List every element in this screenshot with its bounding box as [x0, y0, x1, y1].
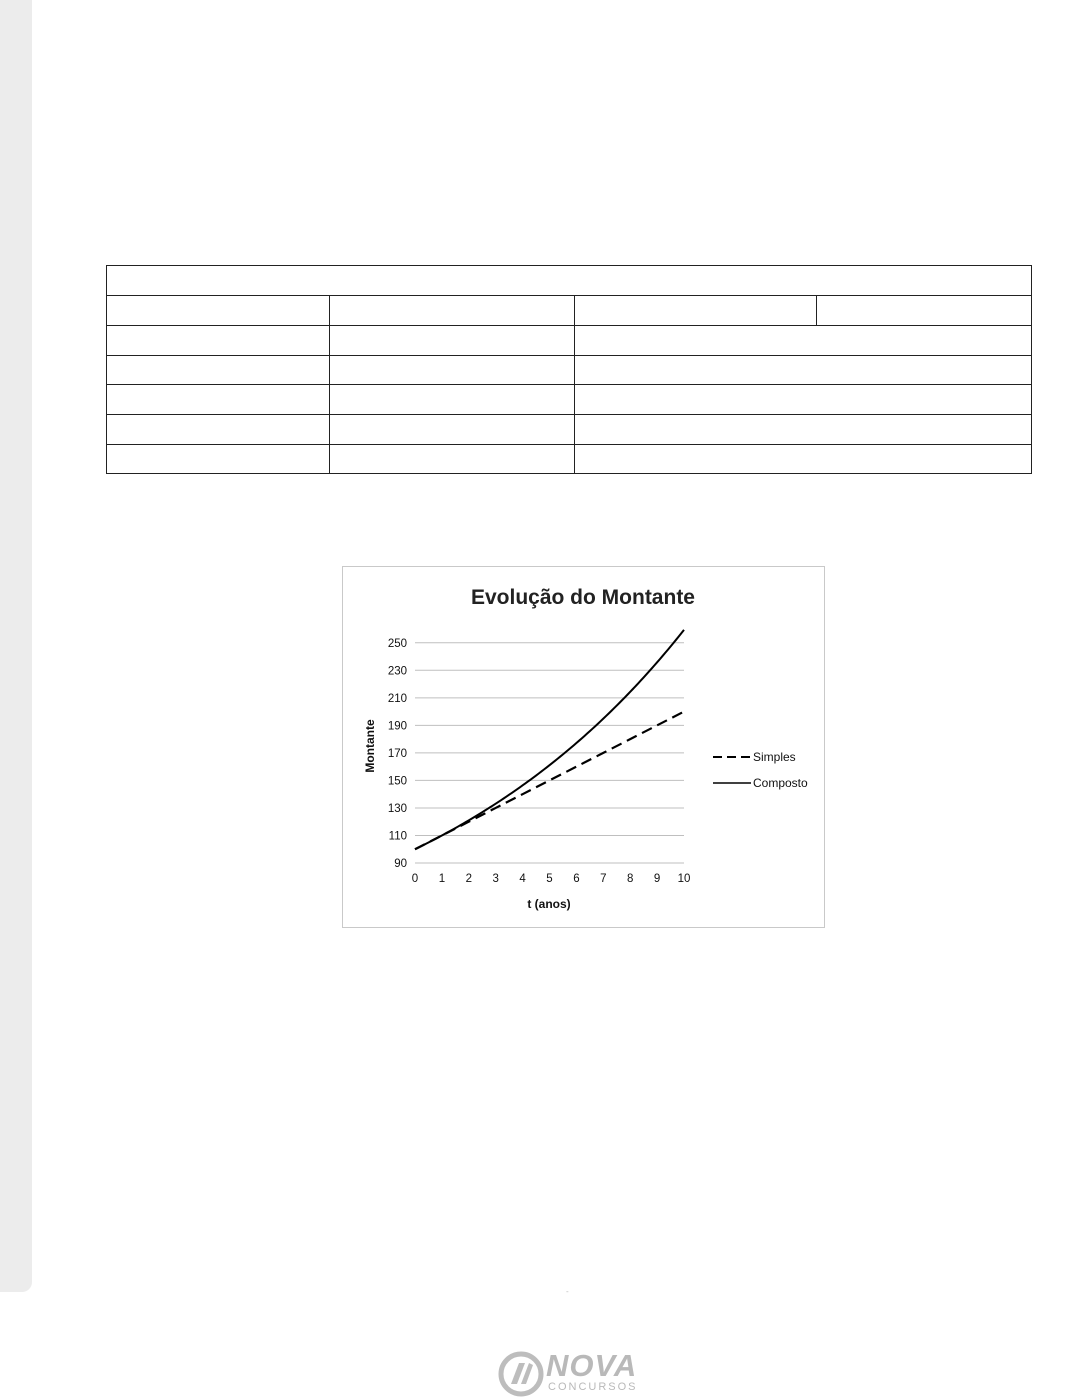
x-tick-label: 1 [438, 873, 446, 885]
table-column-divider [329, 295, 330, 473]
chart-title: Evolução do Montante [470, 586, 696, 609]
table-column-divider [816, 295, 817, 325]
table-row-divider [107, 295, 1031, 296]
y-tick-labels [388, 638, 407, 870]
y-tick-label: 130 [387, 802, 407, 815]
y-tick-label: 230 [387, 665, 407, 678]
x-tick-labels [412, 873, 691, 885]
x-tick-label: 2 [465, 873, 473, 885]
x-tick-label: 0 [411, 873, 419, 885]
logo-emblem-icon [498, 1351, 544, 1397]
montante-chart [343, 567, 826, 929]
table-row-divider [107, 384, 1031, 385]
x-tick-label: 9 [653, 873, 661, 885]
table-row-divider [107, 414, 1031, 415]
series-line-composto [415, 630, 684, 849]
series-lines [415, 630, 684, 849]
nova-concursos-logo [498, 1349, 643, 1397]
logo-wordmark: NOVA [546, 1348, 638, 1383]
chart-container [342, 566, 825, 928]
y-tick-label: 90 [394, 858, 407, 870]
x-tick-label: 8 [626, 873, 634, 885]
y-tick-label: 190 [387, 720, 407, 733]
gridlines [415, 643, 684, 863]
empty-table [106, 265, 1032, 474]
table-row-divider [107, 325, 1031, 326]
page-left-margin-strip [0, 0, 32, 1292]
x-tick-label: 4 [519, 873, 526, 885]
logo-subtitle: CONCURSOS [548, 1381, 638, 1393]
x-axis-title: t (anos) [527, 897, 571, 911]
legend [713, 750, 808, 790]
x-tick-label: 5 [546, 873, 553, 885]
x-tick-label: 3 [492, 873, 499, 885]
table-row-divider [107, 355, 1031, 356]
y-axis-title: Montante [363, 719, 377, 773]
legend-label-simples: Simples [753, 750, 796, 764]
legend-label-composto: Composto [753, 776, 808, 790]
y-tick-label: 170 [387, 747, 407, 760]
y-tick-label: 110 [388, 830, 407, 843]
page-mark: - [566, 1287, 569, 1296]
table-column-divider [574, 295, 575, 473]
x-tick-label: 10 [677, 873, 691, 885]
y-tick-label: 250 [387, 637, 407, 650]
x-tick-label: 6 [573, 873, 580, 885]
table-row-divider [107, 444, 1031, 445]
y-tick-label: 210 [387, 692, 407, 705]
x-tick-label: 7 [600, 873, 607, 885]
y-tick-label: 150 [387, 775, 407, 788]
